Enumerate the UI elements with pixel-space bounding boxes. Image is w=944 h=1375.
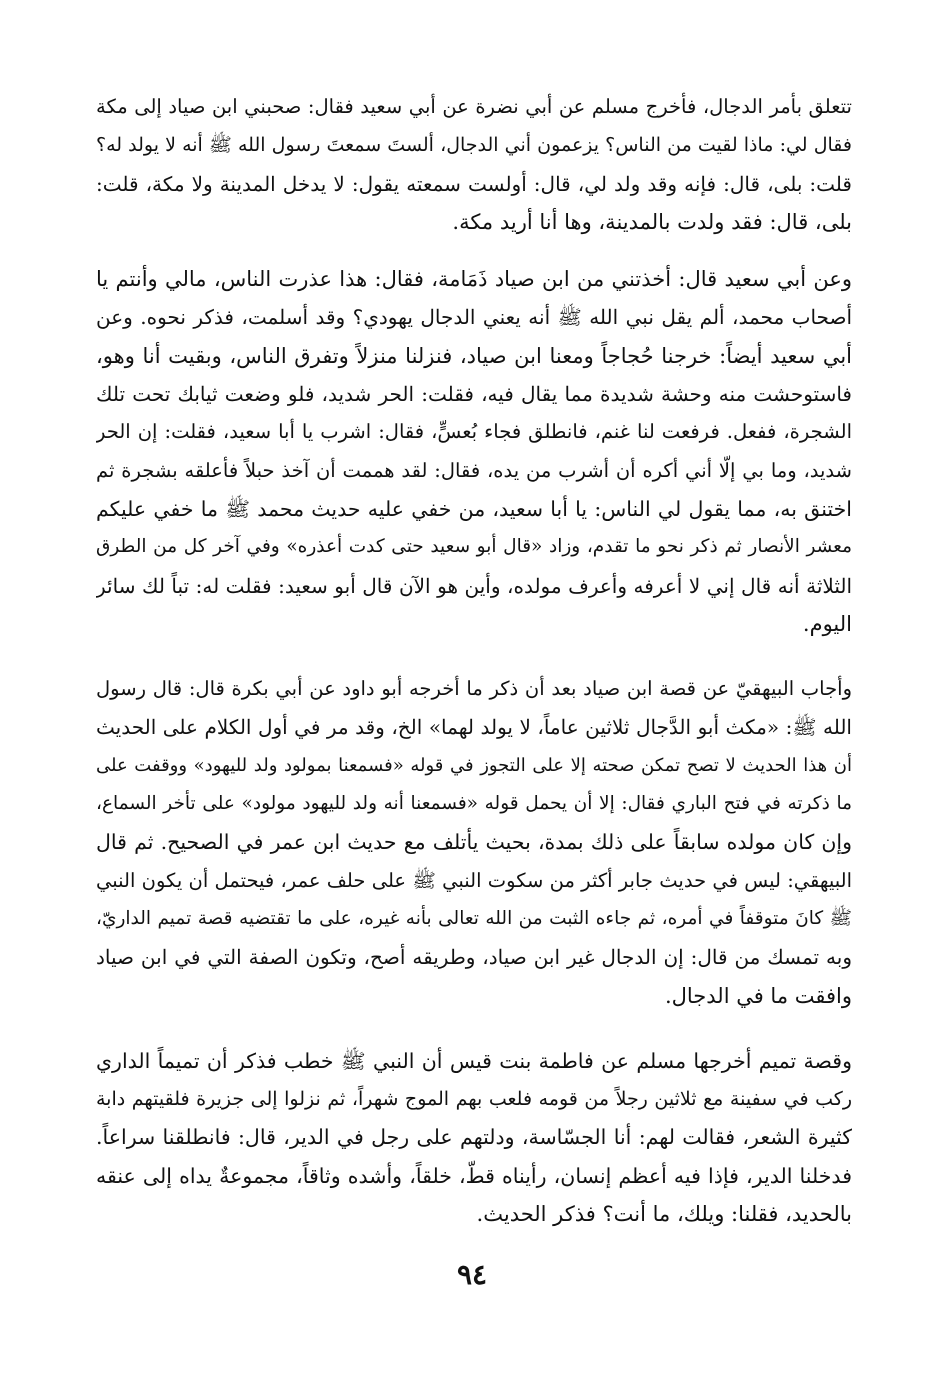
text-line: ما ذكرته في فتح الباري فقال: إلا أن يحمل قوله «فسمعنا أنه ولد لليهود مولود» على تأخر السماع، <box>96 793 852 815</box>
text-line: الله ﷺ: «مكث أبو الدَّجال ثلاثين عاماً، لا يولد لهما» الخ، وقد مر في أول الكلام على الحديث <box>96 715 852 740</box>
text-line: ﷺ كانَ متوقفاً في أمره، ثم جاءه الثبت من الله تعالى بأنه غيره، على ما تقتضيه قصة تميم الداريّ، <box>96 907 852 929</box>
paragraph-spacer <box>96 1015 852 1042</box>
text-line: وإن كان مولده سابقاً على ذلك بمدة، بحيث يأتلف مع حديث ابن عمر في الصحيح. ثم قال <box>96 830 852 855</box>
paragraph-spacer <box>96 643 852 670</box>
text-line: بلى، قال: فقد ولدت بالمدينة، وها أنا أريد مكة. <box>452 209 852 234</box>
text-line: بالحديد، فقلنا: ويلك، ما أنت؟ فذكر الحديث. <box>476 1202 852 1227</box>
text-line: ركب في سفينة مع ثلاثين رجلاً من قومه فلعب بهم الموج شهراً، ثم نزلوا إلى جزيرة فلقيتهم دابة <box>96 1088 852 1111</box>
text-line: اليوم. <box>802 611 852 636</box>
text-line: اختنق به، مما يقول لي الناس: يا أبا سعيد، من خفي عليه حديث محمد ﷺ ما خفي عليكم <box>96 496 852 521</box>
text-line: فقال لي: ماذا لقيت من الناس؟ يزعمون أني الدجال، ألستَ سمعتَ رسول الله ﷺ أنه لا يولد له؟ <box>96 134 852 157</box>
text-line: الشجرة، ففعل. فرفعت لنا غنم، فانطلق فجاء بُعسٍّ، فقال: اشرب يا أبا سعيد، فقلت: إن الحر <box>96 420 852 444</box>
text-line: كثيرة الشعر، فقالت لهم: أنا الجسّاسة، ودلتهم على رجل في الدير، قال: فانطلقنا سراعاً. <box>96 1125 852 1150</box>
paragraph-2 <box>96 260 852 643</box>
text-line: أن هذا الحديث لا تصح تمكن صحته إلا على التجوز في قوله «فسمعنا بمولود ولد لليهود» ووقفت على <box>96 754 852 776</box>
paragraph-spacer <box>96 241 852 260</box>
text-line: وعن أبي سعيد قال: أخذتني من ابن صياد ذَمَامة، فقال: هذا عذرت الناس، مالي وأنتم يا <box>96 267 852 292</box>
text-line: وبه تمسك من قال: إن الدجال غير ابن صياد، وطريقه أصح، وتكون الصفة التي في ابن صياد <box>96 945 852 970</box>
paragraph-3 <box>96 670 852 1015</box>
page-body <box>96 88 852 1233</box>
text-line: البيهقي: ليس في حديث جابر أكثر من سكوت النبي ﷺ على حلف عمر، فيحتمل أن يكون النبي <box>96 868 852 892</box>
text-line: فدخلنا الدير، فإذا فيه أعظم إنسان، رأيناه قطّ، خلقاً، وأشده وثاقاً، مجموعةٌ يداه إلى عنقه <box>96 1163 852 1188</box>
text-line: فاستوحشت منه وحشة شديدة مما يقال فيه، فقلت: الحر شديد، فلو وضعت ثيابك تحت تلك <box>96 382 852 407</box>
text-line: معشر الأنصار ثم ذكر نحو ما تقدم، وزاد «قال أبو سعيد حتى كدت أعذره» وفي آخر كل من الطرق <box>96 536 852 558</box>
text-line: وافقت ما في الدجال. <box>664 983 852 1008</box>
page-number: ٩٤ <box>456 1258 488 1291</box>
text-line: وقصة تميم أخرجها مسلم عن فاطمة بنت قيس أن النبي ﷺ خطب فذكر أن تميماً الداري <box>96 1048 852 1073</box>
text-line: شديد، وما بي إلّا أني أكره أن أشرب من يده، فقال: لقد هممت أن آخذ حبلاً فأعلقه بشجرة ثم <box>96 458 852 482</box>
text-line: وأجاب البيهقيّ عن قصة ابن صياد بعد أن ذكر ما أخرجه أبو داود عن أبي بكرة قال: قال رسول <box>96 677 852 701</box>
text-line: قلت: بلى، قال: فإنه وقد ولد لي، قال: أولست سمعته يقول: لا يدخل المدينة ولا مكة، قلت: <box>96 171 852 196</box>
text-line: الثلاثة أنه قال إني لا أعرفه وأعرف مولده، وأين هو الآن قال أبو سعيد: فقلت له: تباً لك سائر <box>96 573 852 598</box>
paragraph-4 <box>96 1042 852 1233</box>
text-line: أصحاب محمد، ألم يقل نبي الله ﷺ أنه يعني الدجال يهودي؟ وقد أسلمت، فذكر نحوه. وعن <box>96 305 852 330</box>
text-line: أبي سعيد أيضاً: خرجنا حُجاجاً ومعنا ابن صياد، فنزلنا منزلاً وتفرق الناس، وبقيت أنا وهو، <box>96 343 852 368</box>
paragraph-1 <box>96 88 852 241</box>
text-line: تتعلق بأمر الدجال، فأخرج مسلم عن أبي نضرة عن أبي سعيد فقال: صحبني ابن صياد إلى مكة <box>96 95 852 118</box>
